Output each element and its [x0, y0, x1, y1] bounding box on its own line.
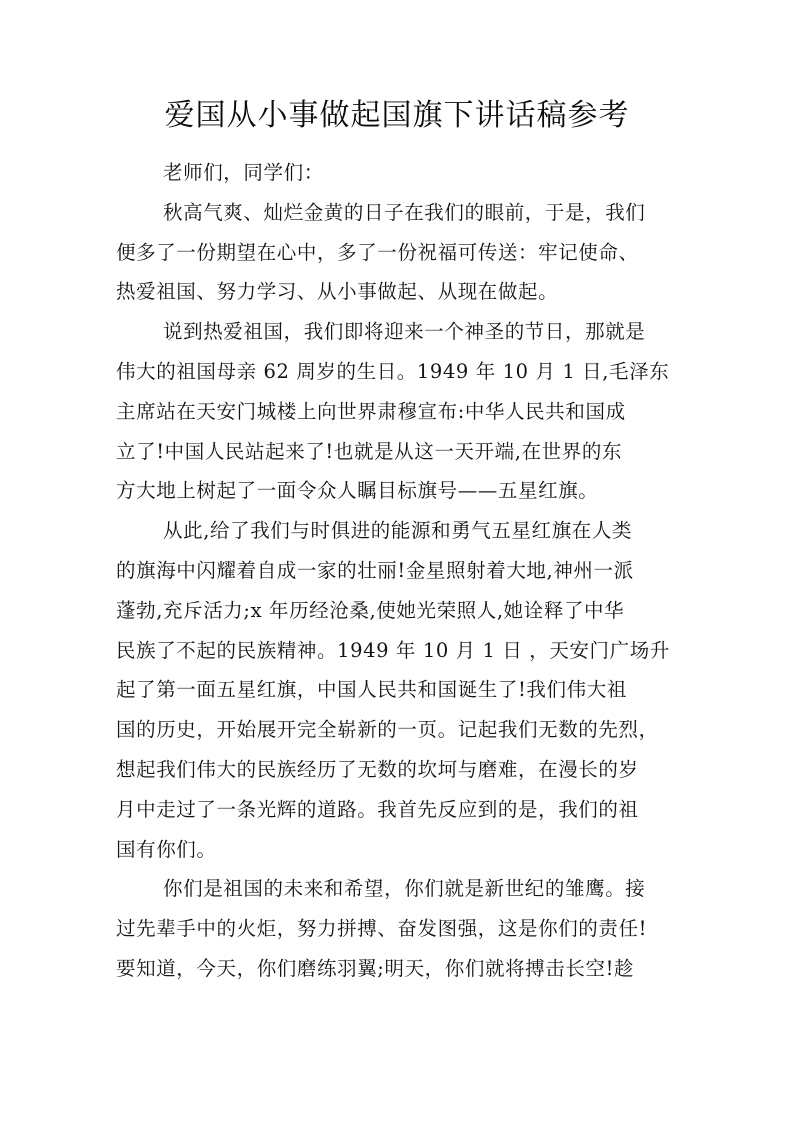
paragraph-3-line-6: 国的历史，开始展开完全崭新的一页。记起我们无数的先烈， — [116, 718, 659, 742]
paragraph-1-line-3: 热爱祖国、努力学习、从小事做起、从现在做起。 — [116, 280, 559, 304]
paragraph-3-line-4: 民族了不起的民族精神。1949 年 10 月 1 日 ，天安门广场升 — [116, 638, 670, 662]
paragraph-2-line-4: 立了!中国人民站起来了!也就是从这一天开端,在世界的东 — [116, 439, 623, 463]
paragraph-3-line-5: 起了第一面五星红旗，中国人民共和国诞生了!我们伟大祖 — [116, 678, 627, 702]
salutation-line: 老师们，同学们： — [163, 161, 324, 184]
paragraph-2-line-1: 说到热爱祖国，我们即将迎来一个神圣的节日，那就是 — [163, 320, 646, 344]
paragraph-2-line-5: 方大地上树起了一面令众人瞩目标旗号——五星红旗。 — [116, 479, 599, 503]
paragraph-2-line-2: 伟大的祖国母亲 62 周岁的生日。1949 年 10 月 1 日,毛泽东 — [116, 359, 670, 383]
paragraph-1-line-2: 便多了一份期望在心中，多了一份祝福可传送：牢记使命、 — [116, 240, 639, 264]
paragraph-3-line-9: 国有你们。 — [116, 837, 217, 861]
paragraph-3-line-7: 想起我们伟大的民族经历了无数的坎坷与磨难，在漫长的岁 — [116, 757, 639, 781]
document-title: 爱国从小事做起国旗下讲话稿参考 — [164, 98, 630, 133]
paragraph-3-line-1: 从此,给了我们与时俱进的能源和勇气五星红旗在人类 — [163, 519, 633, 543]
document-body — [116, 153, 682, 989]
paragraph-3-line-8: 月中走过了一条光辉的道路。我首先反应到的是，我们的祖 — [116, 797, 639, 821]
paragraph-4-line-2: 过先辈手中的火炬，努力拼搏、奋发图强，这是你们的责任! — [116, 917, 648, 941]
paragraph-2-line-3: 主席站在天安门城楼上向世界肃穆宣布:中华人民共和国成 — [116, 399, 626, 423]
paragraph-4-line-1: 你们是祖国的未来和希望，你们就是新世纪的雏鹰。接 — [163, 877, 646, 901]
paragraph-3-line-3: 蓬勃,充斥活力;x 年历经沧桑,使她光荣照人,她诠释了中华 — [116, 598, 625, 622]
paragraph-3-line-2: 的旗海中闪耀着自成一家的壮丽!金星照射着大地,神州一派 — [116, 558, 634, 582]
paragraph-4-line-3: 要知道，今天，你们磨练羽翼;明天，你们就将搏击长空!趁 — [116, 956, 635, 980]
paragraph-1-line-1: 秋高气爽、灿烂金黄的日子在我们的眼前，于是，我们 — [163, 200, 646, 224]
